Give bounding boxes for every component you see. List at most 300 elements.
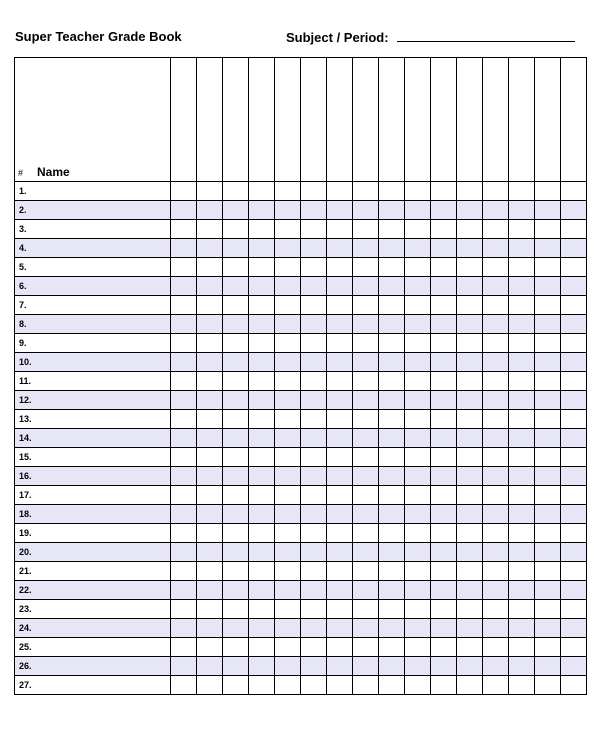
grade-cell[interactable] — [379, 562, 405, 581]
grade-cell[interactable] — [431, 334, 457, 353]
grade-cell[interactable] — [249, 505, 275, 524]
grade-cell[interactable] — [405, 676, 431, 695]
grade-cell[interactable] — [483, 353, 509, 372]
grade-cell[interactable] — [405, 353, 431, 372]
grade-cell[interactable] — [197, 657, 223, 676]
grade-cell[interactable] — [197, 524, 223, 543]
grade-cell[interactable] — [561, 657, 587, 676]
grade-cell[interactable] — [275, 505, 301, 524]
grade-cell[interactable] — [405, 429, 431, 448]
student-name-cell[interactable] — [15, 448, 171, 467]
grade-cell[interactable] — [327, 448, 353, 467]
grade-cell[interactable] — [223, 315, 249, 334]
grade-cell[interactable] — [405, 258, 431, 277]
assignment-header-cell[interactable] — [561, 58, 587, 182]
student-name-cell[interactable] — [15, 353, 171, 372]
grade-cell[interactable] — [327, 505, 353, 524]
grade-cell[interactable] — [249, 410, 275, 429]
grade-cell[interactable] — [509, 448, 535, 467]
grade-cell[interactable] — [509, 638, 535, 657]
grade-cell[interactable] — [379, 524, 405, 543]
grade-cell[interactable] — [379, 543, 405, 562]
grade-cell[interactable] — [223, 429, 249, 448]
grade-cell[interactable] — [431, 581, 457, 600]
grade-cell[interactable] — [457, 543, 483, 562]
student-name-cell[interactable] — [15, 220, 171, 239]
grade-cell[interactable] — [431, 201, 457, 220]
grade-cell[interactable] — [509, 220, 535, 239]
grade-cell[interactable] — [483, 581, 509, 600]
grade-cell[interactable] — [561, 467, 587, 486]
student-name-cell[interactable] — [15, 543, 171, 562]
grade-cell[interactable] — [405, 581, 431, 600]
grade-cell[interactable] — [405, 410, 431, 429]
grade-cell[interactable] — [535, 524, 561, 543]
grade-cell[interactable] — [327, 581, 353, 600]
grade-cell[interactable] — [249, 600, 275, 619]
assignment-header-cell[interactable] — [353, 58, 379, 182]
assignment-header-cell[interactable] — [535, 58, 561, 182]
grade-cell[interactable] — [275, 296, 301, 315]
grade-cell[interactable] — [457, 372, 483, 391]
grade-cell[interactable] — [483, 505, 509, 524]
grade-cell[interactable] — [431, 296, 457, 315]
grade-cell[interactable] — [249, 220, 275, 239]
grade-cell[interactable] — [405, 220, 431, 239]
grade-cell[interactable] — [379, 600, 405, 619]
grade-cell[interactable] — [509, 676, 535, 695]
grade-cell[interactable] — [327, 429, 353, 448]
grade-cell[interactable] — [353, 676, 379, 695]
grade-cell[interactable] — [483, 296, 509, 315]
grade-cell[interactable] — [561, 600, 587, 619]
grade-cell[interactable] — [223, 334, 249, 353]
grade-cell[interactable] — [431, 372, 457, 391]
grade-cell[interactable] — [249, 657, 275, 676]
grade-cell[interactable] — [431, 676, 457, 695]
grade-cell[interactable] — [405, 562, 431, 581]
grade-cell[interactable] — [405, 182, 431, 201]
grade-cell[interactable] — [301, 410, 327, 429]
grade-cell[interactable] — [275, 182, 301, 201]
grade-cell[interactable] — [457, 524, 483, 543]
grade-cell[interactable] — [535, 277, 561, 296]
grade-cell[interactable] — [509, 201, 535, 220]
grade-cell[interactable] — [301, 657, 327, 676]
grade-cell[interactable] — [405, 524, 431, 543]
grade-cell[interactable] — [561, 201, 587, 220]
grade-cell[interactable] — [431, 467, 457, 486]
grade-cell[interactable] — [171, 543, 197, 562]
grade-cell[interactable] — [275, 467, 301, 486]
grade-cell[interactable] — [249, 201, 275, 220]
student-name-cell[interactable] — [15, 334, 171, 353]
grade-cell[interactable] — [197, 258, 223, 277]
grade-cell[interactable] — [379, 372, 405, 391]
grade-cell[interactable] — [327, 467, 353, 486]
grade-cell[interactable] — [509, 315, 535, 334]
grade-cell[interactable] — [457, 638, 483, 657]
grade-cell[interactable] — [353, 258, 379, 277]
grade-cell[interactable] — [509, 296, 535, 315]
grade-cell[interactable] — [353, 296, 379, 315]
grade-cell[interactable] — [223, 220, 249, 239]
grade-cell[interactable] — [535, 201, 561, 220]
grade-cell[interactable] — [171, 562, 197, 581]
grade-cell[interactable] — [483, 201, 509, 220]
grade-cell[interactable] — [301, 505, 327, 524]
grade-cell[interactable] — [275, 239, 301, 258]
grade-cell[interactable] — [223, 600, 249, 619]
grade-cell[interactable] — [171, 201, 197, 220]
grade-cell[interactable] — [223, 353, 249, 372]
grade-cell[interactable] — [483, 315, 509, 334]
grade-cell[interactable] — [223, 524, 249, 543]
grade-cell[interactable] — [223, 391, 249, 410]
grade-cell[interactable] — [561, 543, 587, 562]
grade-cell[interactable] — [405, 486, 431, 505]
grade-cell[interactable] — [249, 467, 275, 486]
grade-cell[interactable] — [197, 448, 223, 467]
grade-cell[interactable] — [197, 505, 223, 524]
grade-cell[interactable] — [379, 486, 405, 505]
grade-cell[interactable] — [197, 239, 223, 258]
grade-cell[interactable] — [379, 391, 405, 410]
grade-cell[interactable] — [275, 657, 301, 676]
grade-cell[interactable] — [301, 676, 327, 695]
grade-cell[interactable] — [249, 258, 275, 277]
grade-cell[interactable] — [275, 600, 301, 619]
grade-cell[interactable] — [197, 182, 223, 201]
grade-cell[interactable] — [509, 334, 535, 353]
grade-cell[interactable] — [301, 581, 327, 600]
grade-cell[interactable] — [509, 562, 535, 581]
grade-cell[interactable] — [171, 391, 197, 410]
grade-cell[interactable] — [535, 505, 561, 524]
grade-cell[interactable] — [301, 638, 327, 657]
grade-cell[interactable] — [509, 372, 535, 391]
grade-cell[interactable] — [223, 296, 249, 315]
grade-cell[interactable] — [353, 277, 379, 296]
grade-cell[interactable] — [275, 638, 301, 657]
assignment-header-cell[interactable] — [457, 58, 483, 182]
grade-cell[interactable] — [171, 638, 197, 657]
grade-cell[interactable] — [275, 486, 301, 505]
grade-cell[interactable] — [171, 334, 197, 353]
grade-cell[interactable] — [197, 372, 223, 391]
grade-cell[interactable] — [483, 239, 509, 258]
grade-cell[interactable] — [379, 296, 405, 315]
grade-cell[interactable] — [249, 524, 275, 543]
grade-cell[interactable] — [561, 562, 587, 581]
grade-cell[interactable] — [431, 429, 457, 448]
grade-cell[interactable] — [171, 429, 197, 448]
student-name-cell[interactable] — [15, 410, 171, 429]
grade-cell[interactable] — [431, 619, 457, 638]
grade-cell[interactable] — [249, 429, 275, 448]
grade-cell[interactable] — [457, 505, 483, 524]
grade-cell[interactable] — [197, 220, 223, 239]
grade-cell[interactable] — [561, 277, 587, 296]
grade-cell[interactable] — [483, 543, 509, 562]
grade-cell[interactable] — [327, 296, 353, 315]
grade-cell[interactable] — [509, 182, 535, 201]
grade-cell[interactable] — [301, 524, 327, 543]
grade-cell[interactable] — [405, 201, 431, 220]
student-name-cell[interactable] — [15, 182, 171, 201]
grade-cell[interactable] — [535, 429, 561, 448]
grade-cell[interactable] — [301, 372, 327, 391]
grade-cell[interactable] — [275, 619, 301, 638]
grade-cell[interactable] — [353, 391, 379, 410]
grade-cell[interactable] — [353, 334, 379, 353]
grade-cell[interactable] — [379, 182, 405, 201]
grade-cell[interactable] — [509, 277, 535, 296]
grade-cell[interactable] — [327, 239, 353, 258]
grade-cell[interactable] — [561, 581, 587, 600]
grade-cell[interactable] — [431, 353, 457, 372]
grade-cell[interactable] — [249, 581, 275, 600]
grade-cell[interactable] — [457, 600, 483, 619]
grade-cell[interactable] — [379, 505, 405, 524]
grade-cell[interactable] — [327, 372, 353, 391]
grade-cell[interactable] — [249, 296, 275, 315]
grade-cell[interactable] — [223, 619, 249, 638]
grade-cell[interactable] — [275, 334, 301, 353]
student-name-cell[interactable] — [15, 201, 171, 220]
grade-cell[interactable] — [405, 277, 431, 296]
grade-cell[interactable] — [171, 372, 197, 391]
grade-cell[interactable] — [535, 543, 561, 562]
grade-cell[interactable] — [327, 182, 353, 201]
grade-cell[interactable] — [509, 657, 535, 676]
student-name-cell[interactable] — [15, 467, 171, 486]
grade-cell[interactable] — [301, 220, 327, 239]
grade-cell[interactable] — [223, 201, 249, 220]
grade-cell[interactable] — [561, 524, 587, 543]
grade-cell[interactable] — [535, 391, 561, 410]
grade-cell[interactable] — [197, 676, 223, 695]
grade-cell[interactable] — [301, 315, 327, 334]
grade-cell[interactable] — [535, 372, 561, 391]
grade-cell[interactable] — [275, 581, 301, 600]
grade-cell[interactable] — [171, 277, 197, 296]
grade-cell[interactable] — [509, 543, 535, 562]
assignment-header-cell[interactable] — [327, 58, 353, 182]
grade-cell[interactable] — [249, 486, 275, 505]
grade-cell[interactable] — [483, 372, 509, 391]
grade-cell[interactable] — [535, 239, 561, 258]
grade-cell[interactable] — [405, 391, 431, 410]
grade-cell[interactable] — [379, 429, 405, 448]
student-name-cell[interactable] — [15, 619, 171, 638]
grade-cell[interactable] — [483, 410, 509, 429]
subject-period-blank-line[interactable] — [397, 29, 575, 42]
grade-cell[interactable] — [275, 277, 301, 296]
grade-cell[interactable] — [197, 486, 223, 505]
grade-cell[interactable] — [301, 277, 327, 296]
grade-cell[interactable] — [561, 334, 587, 353]
grade-cell[interactable] — [249, 676, 275, 695]
grade-cell[interactable] — [301, 182, 327, 201]
assignment-header-cell[interactable] — [197, 58, 223, 182]
grade-cell[interactable] — [171, 353, 197, 372]
grade-cell[interactable] — [561, 220, 587, 239]
grade-cell[interactable] — [483, 220, 509, 239]
grade-cell[interactable] — [509, 619, 535, 638]
grade-cell[interactable] — [431, 239, 457, 258]
grade-cell[interactable] — [171, 486, 197, 505]
assignment-header-cell[interactable] — [249, 58, 275, 182]
grade-cell[interactable] — [535, 657, 561, 676]
grade-cell[interactable] — [223, 448, 249, 467]
assignment-header-cell[interactable] — [275, 58, 301, 182]
grade-cell[interactable] — [509, 486, 535, 505]
grade-cell[interactable] — [223, 676, 249, 695]
grade-cell[interactable] — [171, 410, 197, 429]
grade-cell[interactable] — [457, 562, 483, 581]
grade-cell[interactable] — [223, 410, 249, 429]
grade-cell[interactable] — [171, 258, 197, 277]
grade-cell[interactable] — [301, 258, 327, 277]
grade-cell[interactable] — [535, 619, 561, 638]
grade-cell[interactable] — [223, 277, 249, 296]
grade-cell[interactable] — [275, 315, 301, 334]
grade-cell[interactable] — [275, 676, 301, 695]
grade-cell[interactable] — [249, 543, 275, 562]
grade-cell[interactable] — [457, 315, 483, 334]
subject-period-field[interactable] — [286, 29, 575, 45]
grade-cell[interactable] — [483, 600, 509, 619]
grade-cell[interactable] — [405, 657, 431, 676]
grade-cell[interactable] — [301, 619, 327, 638]
student-name-cell[interactable] — [15, 524, 171, 543]
student-name-cell[interactable] — [15, 505, 171, 524]
grade-cell[interactable] — [327, 410, 353, 429]
grade-cell[interactable] — [327, 619, 353, 638]
grade-cell[interactable] — [431, 391, 457, 410]
grade-cell[interactable] — [509, 410, 535, 429]
grade-cell[interactable] — [405, 448, 431, 467]
grade-cell[interactable] — [171, 581, 197, 600]
grade-cell[interactable] — [197, 543, 223, 562]
student-name-cell[interactable] — [15, 562, 171, 581]
grade-cell[interactable] — [379, 619, 405, 638]
grade-cell[interactable] — [327, 543, 353, 562]
grade-cell[interactable] — [405, 467, 431, 486]
grade-cell[interactable] — [483, 524, 509, 543]
grade-cell[interactable] — [561, 296, 587, 315]
grade-cell[interactable] — [171, 676, 197, 695]
student-name-cell[interactable] — [15, 657, 171, 676]
grade-cell[interactable] — [327, 277, 353, 296]
grade-cell[interactable] — [301, 429, 327, 448]
grade-cell[interactable] — [197, 562, 223, 581]
grade-cell[interactable] — [223, 562, 249, 581]
grade-cell[interactable] — [483, 277, 509, 296]
grade-cell[interactable] — [301, 486, 327, 505]
grade-cell[interactable] — [535, 676, 561, 695]
grade-cell[interactable] — [223, 638, 249, 657]
grade-cell[interactable] — [379, 277, 405, 296]
grade-cell[interactable] — [353, 353, 379, 372]
grade-cell[interactable] — [353, 505, 379, 524]
grade-cell[interactable] — [561, 353, 587, 372]
grade-cell[interactable] — [379, 448, 405, 467]
grade-cell[interactable] — [457, 182, 483, 201]
grade-cell[interactable] — [275, 201, 301, 220]
grade-cell[interactable] — [431, 562, 457, 581]
grade-cell[interactable] — [535, 334, 561, 353]
grade-cell[interactable] — [249, 315, 275, 334]
grade-cell[interactable] — [535, 296, 561, 315]
grade-cell[interactable] — [561, 429, 587, 448]
grade-cell[interactable] — [249, 638, 275, 657]
grade-cell[interactable] — [431, 448, 457, 467]
grade-cell[interactable] — [535, 638, 561, 657]
student-name-cell[interactable] — [15, 277, 171, 296]
grade-cell[interactable] — [457, 201, 483, 220]
grade-cell[interactable] — [431, 543, 457, 562]
grade-cell[interactable] — [327, 391, 353, 410]
grade-cell[interactable] — [301, 391, 327, 410]
grade-cell[interactable] — [379, 581, 405, 600]
grade-cell[interactable] — [197, 619, 223, 638]
grade-cell[interactable] — [509, 258, 535, 277]
grade-cell[interactable] — [431, 600, 457, 619]
grade-cell[interactable] — [275, 448, 301, 467]
grade-cell[interactable] — [535, 315, 561, 334]
grade-cell[interactable] — [327, 315, 353, 334]
grade-cell[interactable] — [301, 353, 327, 372]
student-name-cell[interactable] — [15, 258, 171, 277]
grade-cell[interactable] — [457, 277, 483, 296]
grade-cell[interactable] — [535, 486, 561, 505]
grade-cell[interactable] — [561, 448, 587, 467]
grade-cell[interactable] — [249, 448, 275, 467]
assignment-header-cell[interactable] — [223, 58, 249, 182]
grade-cell[interactable] — [457, 676, 483, 695]
grade-cell[interactable] — [171, 220, 197, 239]
grade-cell[interactable] — [561, 676, 587, 695]
grade-cell[interactable] — [457, 296, 483, 315]
grade-cell[interactable] — [353, 638, 379, 657]
grade-cell[interactable] — [327, 562, 353, 581]
grade-cell[interactable] — [379, 258, 405, 277]
grade-cell[interactable] — [457, 619, 483, 638]
grade-cell[interactable] — [483, 429, 509, 448]
grade-cell[interactable] — [483, 619, 509, 638]
grade-cell[interactable] — [275, 220, 301, 239]
grade-cell[interactable] — [197, 201, 223, 220]
grade-cell[interactable] — [483, 391, 509, 410]
grade-cell[interactable] — [249, 372, 275, 391]
grade-cell[interactable] — [301, 448, 327, 467]
grade-cell[interactable] — [561, 638, 587, 657]
assignment-header-cell[interactable] — [483, 58, 509, 182]
grade-cell[interactable] — [431, 505, 457, 524]
grade-cell[interactable] — [353, 486, 379, 505]
grade-cell[interactable] — [457, 581, 483, 600]
assignment-header-cell[interactable] — [301, 58, 327, 182]
student-name-cell[interactable] — [15, 239, 171, 258]
grade-cell[interactable] — [405, 315, 431, 334]
grade-cell[interactable] — [301, 467, 327, 486]
grade-cell[interactable] — [171, 239, 197, 258]
grade-cell[interactable] — [483, 638, 509, 657]
grade-cell[interactable] — [223, 182, 249, 201]
grade-cell[interactable] — [483, 486, 509, 505]
